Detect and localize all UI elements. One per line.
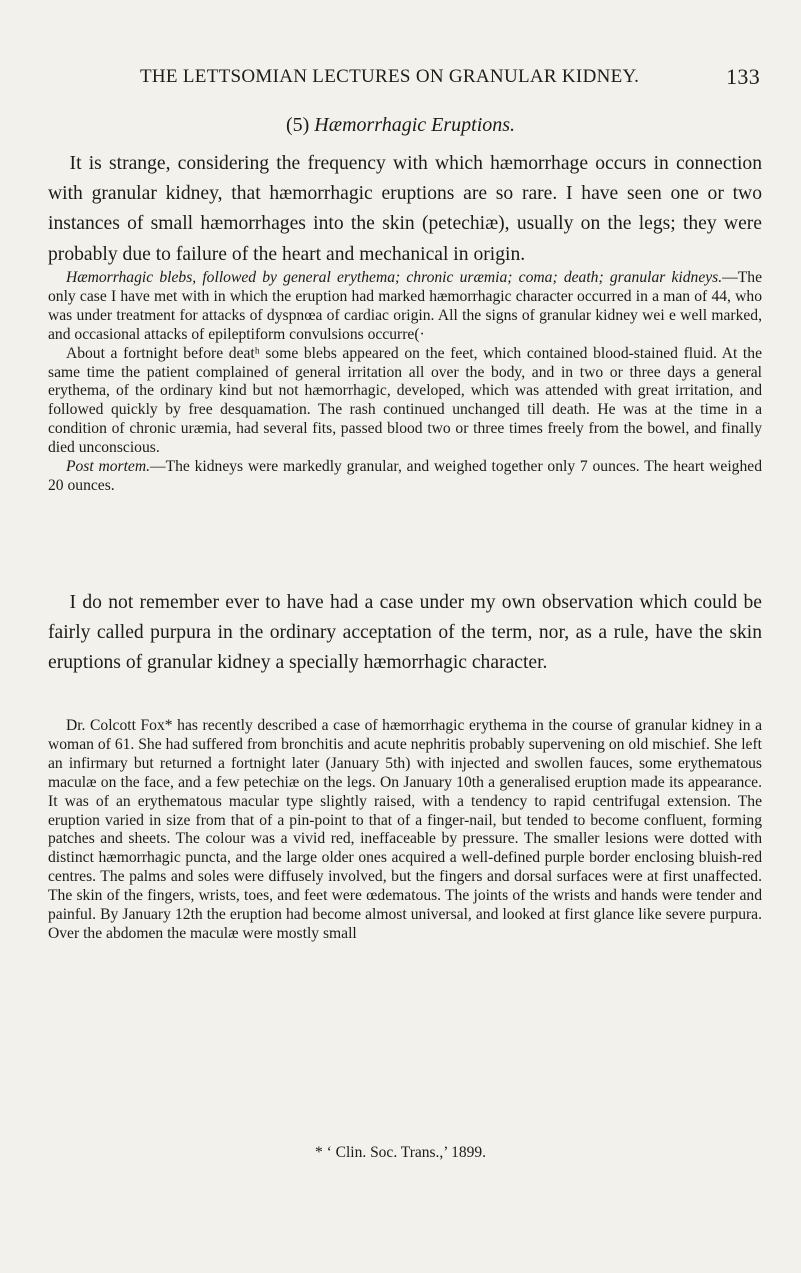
case-report-block xyxy=(48,269,762,496)
post-mortem-body: —The kidneys were markedly granular, and weighed together only 7 ounces. The heart weighed 20 ounces. xyxy=(48,458,762,494)
case-second-paragraph: About a fortnight before deatʰ some blebs appeared on the feet, which contained blood-stained fluid. At the same time the patient complained of general irritation all over the body, and in two or three days a general erythema, of the ordinary kind but not hæmorrhagic, developed, which was attended with great irritation, and followed quickly by free desquamation. The rash continued unchanged till death. He was at the time in a condition of chronic uræmia, had several fits, passed blood two or three times freely from the bowel, and finally died unconscious. xyxy=(48,344,762,457)
remember-paragraph: I do not remember ever to have had a case under my own observation which could be fairly called purpura in the ordinary acceptation of the term, nor, as a rule, have the skin eruptions of granular kidney a specially hæmorrhagic character. xyxy=(48,592,762,674)
post-mortem-label: Post mortem. xyxy=(65,458,150,476)
running-head xyxy=(140,66,760,88)
post-mortem-paragraph xyxy=(48,458,762,496)
remember-block xyxy=(48,588,762,679)
case-paragraph xyxy=(48,269,762,345)
case-body: —The only case I have met with in which the eruption had marked hæmorrhagic character occurred in a man of 44, who was under treatment for attacks of dyspnœa of cardiac origin. All the signs of granular kidney wei e well marked, and occasional attacks of epileptiform convulsions occurre(· xyxy=(48,269,762,343)
intro-block xyxy=(48,149,762,270)
footnote: * ‘ Clin. Soc. Trans.,’ 1899. xyxy=(314,1144,487,1161)
colcott-paragraph: Dr. Colcott Fox* has recently described a case of hæmorrhagic erythema in the course of granular kidney in a woman of 61. She had suffered from bronchitis and acute nephritis probably supervening on old mischief. She left an infirmary but returned a fortnight later (January 5th) with injected and swollen fauces, some erythematous maculæ on the face, and a few petechiæ on the legs. On January 10th a generalised eruption made its appearance. It was of an erythematous macular type slightly raised, with a tendency to rapid centrifugal extension. The eruption varied in size from that of a pin-point to that of a finger-nail, but tended to become confluent, forming patches and sheets. The colour was a vivid red, ineffaceable by pressure. The smaller lesions were dotted with distinct hæmorrhagic puncta, and the large older ones acquired a well-defined purple border enclosing bluish-red centres. The palms and soles were diffusely involved, but the fingers and dorsal surfaces were at first unaffected. The skin of the fingers, wrists, toes, and feet were œdematous. The joints of the wrists and hands were tender and painful. By January 12th the eruption had become almost universal, and looked at first glance like severe purpura. Over the abdomen the maculæ were mostly small xyxy=(48,717,762,942)
colcott-block xyxy=(48,717,762,944)
running-title: THE LETTSOMIAN LECTURES ON GRANULAR KIDNEY. xyxy=(140,66,640,87)
page-number: 133 xyxy=(726,64,760,89)
section-title: Hæmorrhagic Eruptions. xyxy=(314,114,516,136)
section-number: (5) xyxy=(285,114,310,136)
section-heading xyxy=(0,114,801,137)
case-title: Hæmorrhagic blebs, followed by general erythema; chronic uræmia; coma; death; granular kidneys. xyxy=(65,269,723,286)
intro-paragraph: It is strange, considering the frequency with which hæmorrhage occurs in connection with granular kidney, that hæmorrhagic eruptions are so rare. I have seen one or two instances of small hæmorrhages into the skin (petechiæ), usually on the legs; they were probably due to failure of the heart and mechanical in origin. xyxy=(48,153,762,265)
